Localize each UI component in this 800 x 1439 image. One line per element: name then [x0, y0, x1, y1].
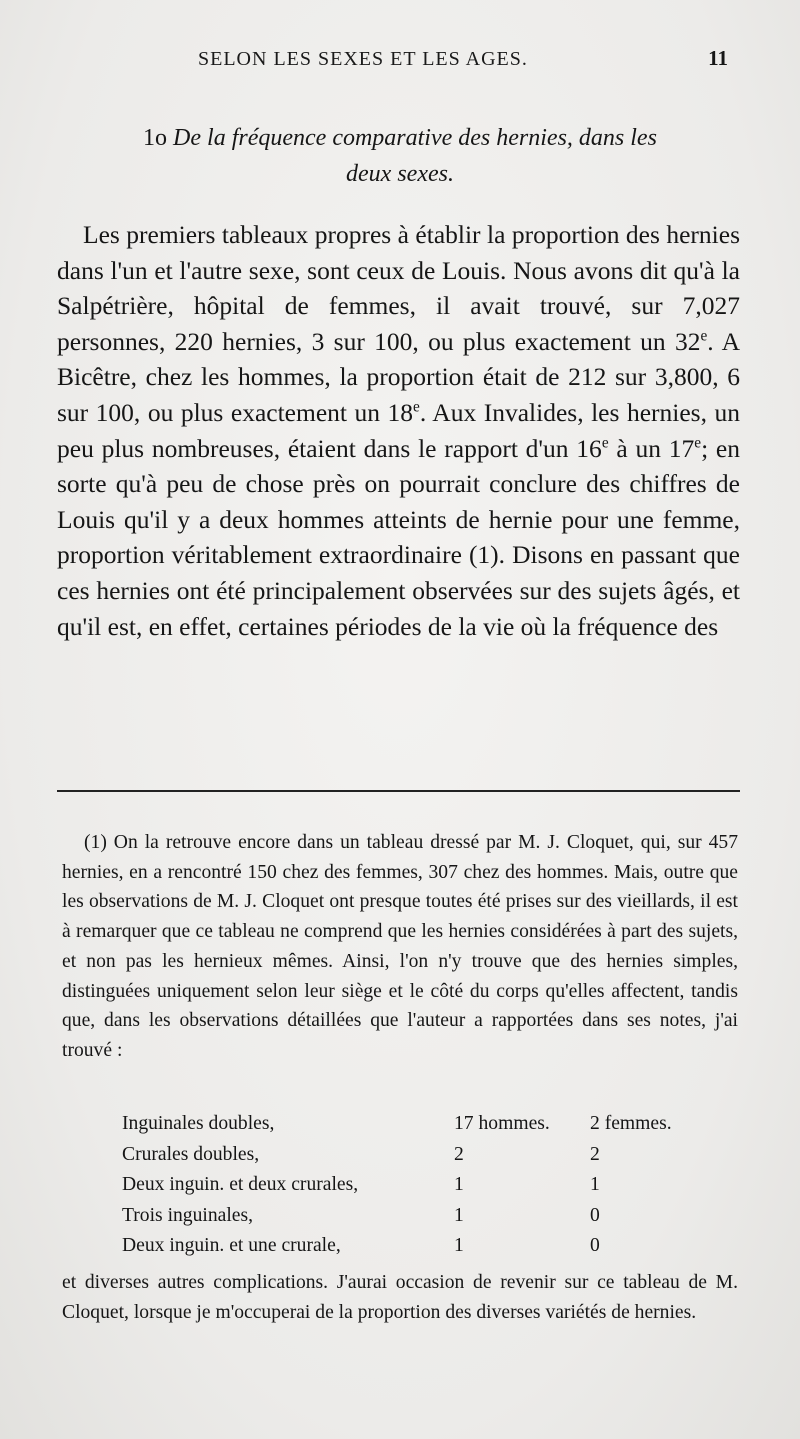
running-title: SELON LES SEXES ET LES AGES.	[198, 48, 528, 70]
men-count: 2	[454, 1143, 464, 1165]
row-label: Deux inguin. et deux crurales,	[122, 1174, 359, 1196]
women-count: 2	[590, 1143, 600, 1165]
page-number: 11	[708, 46, 728, 70]
footnote-closing	[62, 1268, 738, 1327]
footnote-closing-text: et diverses autres complications. J'aurai occasion de revenir sur ce tableau de M. Cloquet, lorsque je m'occuperai de la proportion des diverses variétés de hernies.	[62, 1272, 738, 1323]
text-run: ; en sorte qu'à peu de chose près on pourrait conclure des chiffres de Louis qu'il y a deux hommes atteints de hernie pour une femme, proportion véritablement extraordinaire (1). Disons en passant que ces hernies ont été principalement observées sur des sujets âgés, et qu'il est, en effet, certaines périodes de la vie où la fréquence des	[57, 433, 740, 641]
table-row	[122, 1170, 692, 1201]
footnote-separator	[57, 790, 740, 792]
section-heading	[60, 120, 740, 192]
women-count: 2 femmes.	[590, 1113, 672, 1135]
row-label: Crurales doubles,	[122, 1143, 260, 1165]
women-count: 1	[590, 1174, 600, 1196]
section-title-part-1: De la fréquence comparative des hernies, dans les	[173, 125, 657, 151]
footnote	[62, 828, 738, 1066]
men-count: 1	[454, 1174, 464, 1196]
row-label: Inguinales doubles,	[122, 1113, 275, 1135]
ordinal-suffix: e	[601, 434, 609, 452]
text-run: Les premiers tableaux propres à établir la proportion des hernies dans l'un et l'autre sexe, sont ceux de Louis. Nous avons dit qu'à la Salpétrière, hôpital de femmes, il avait trouvé, sur 7,027 personnes, 220 hernies, 3 sur 100, ou plus exactement un 32	[57, 220, 740, 356]
section-title-part-2: deux sexes.	[346, 161, 454, 187]
table-row	[122, 1201, 692, 1232]
page-header	[0, 44, 800, 78]
row-label: Trois inguinales,	[122, 1204, 254, 1226]
text-run: . A Bicêtre, chez les hommes, la proportion était de 212 sur 3,800, 6 sur 100, ou plus exactement un 18	[57, 326, 740, 427]
main-text	[57, 217, 740, 644]
paragraph	[57, 217, 740, 644]
section-heading-line-1	[60, 120, 740, 156]
table-row	[122, 1231, 692, 1262]
text-run: à un 17	[608, 433, 695, 463]
ordinal-suffix: e	[700, 327, 708, 345]
row-label: Deux inguin. et une crurale,	[122, 1235, 341, 1257]
table-row	[122, 1140, 692, 1171]
text-run: . Aux Invalides, les hernies, un peu plus nombreuses, étaient dans le rapport d'un 16	[57, 397, 740, 463]
women-count: 0	[590, 1235, 600, 1257]
section-number: 1o	[143, 125, 168, 151]
women-count: 0	[590, 1204, 600, 1226]
ordinal-suffix: e	[413, 398, 420, 416]
table-row	[122, 1109, 692, 1140]
ordinal-suffix: e	[694, 434, 702, 452]
footnote-table	[122, 1109, 692, 1262]
men-count: 1	[454, 1204, 464, 1226]
men-count: 1	[454, 1235, 464, 1257]
men-count: 17 hommes.	[454, 1113, 550, 1135]
footnote-text: (1) On la retrouve encore dans un tableau dressé par M. J. Cloquet, qui, sur 457 hernies, en a rencontré 150 chez des femmes, 307 chez des hommes. Mais, outre que les observations de M. J. Cloquet ont presque toutes été prises sur des vieillards, il est à remarquer que ce tableau ne comprend que les hernies considérées à part des sujets, et non pas les hernieux mêmes. Ainsi, l'on n'y trouve que des hernies simples, distinguées uniquement selon leur siège et le côté du corps qu'elles affectent, tandis que, dans les observations détaillées que l'auteur a rapportées dans ses notes, j'ai trouvé :	[62, 832, 738, 1061]
